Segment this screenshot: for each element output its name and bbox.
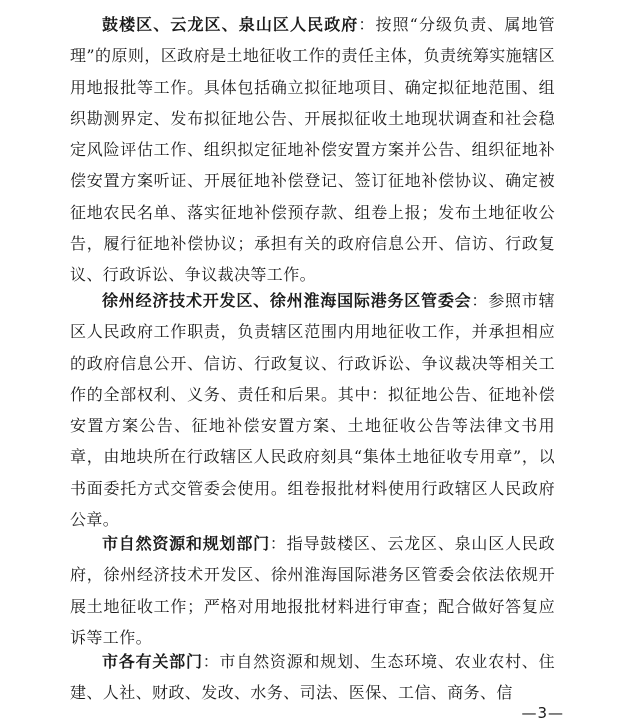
paragraph-body: ：参照市辖区人民政府工作职责，负责辖区范围内用地征收工作，并承担相应的政府信息公开、信访、行政复议、行政诉讼、争议裁决等相关工作的全部权利、义务、责任和后果。其中：拟征地公告、征地补偿安置方案公告、征地补偿安置方案、土地征收公告等法律文书用章，由地块所在行政辖区人民政府刻具“集体土地征收专用章”，以书面委托方式交管委会使用。组卷报批材料使用行政辖区人民政府公章。: [70, 291, 555, 530]
paragraph-district-governments: [70, 9, 555, 291]
paragraph-body: ：按照“分级负责、属地管理”的原则，区政府是土地征收工作的责任主体，负责统筹实施辖区用地报批等工作。具体包括确立拟征地项目、确定拟征地范围、组织勘测界定、发布拟征地公告、开展拟征收土地现状调查和社会稳定风险评估工作、组织拟定征地补偿安置方案并公告、组织征地补偿安置方案听证、开展征地补偿登记、签订征地补偿协议、确定被征地农民名单、落实征地补偿预存款、组卷上报；发布土地征收公告，履行征地补偿协议；承担有关的政府信息公开、信访、行政复议、行政诉讼、争议裁决等工作。: [70, 15, 555, 285]
paragraph-body: ：指导鼓楼区、云龙区、泉山区人民政府，徐州经济技术开发区、徐州淮海国际港务区管委会依法依规开展土地征收工作；严格对用地报批材料进行审查；配合做好答复应诉等工作。: [70, 534, 555, 647]
paragraph-related-departments: [70, 646, 555, 709]
paragraph-heading: 徐州经济技术开发区、徐州淮海国际港务区管委会: [102, 291, 472, 310]
paragraph-heading: 市各有关部门: [102, 652, 203, 671]
paragraph-natural-resources-department: [70, 528, 555, 653]
paragraph-development-zones: [70, 285, 555, 535]
page-number: —3—: [521, 704, 564, 722]
paragraph-heading: 市自然资源和规划部门: [102, 534, 270, 553]
paragraph-heading: 鼓楼区、云龙区、泉山区人民政府: [102, 15, 359, 34]
paragraph-body: ：市自然资源和规划、生态环境、农业农村、住建、人社、财政、发改、水务、司法、医保、工信、商务、信: [70, 652, 556, 703]
